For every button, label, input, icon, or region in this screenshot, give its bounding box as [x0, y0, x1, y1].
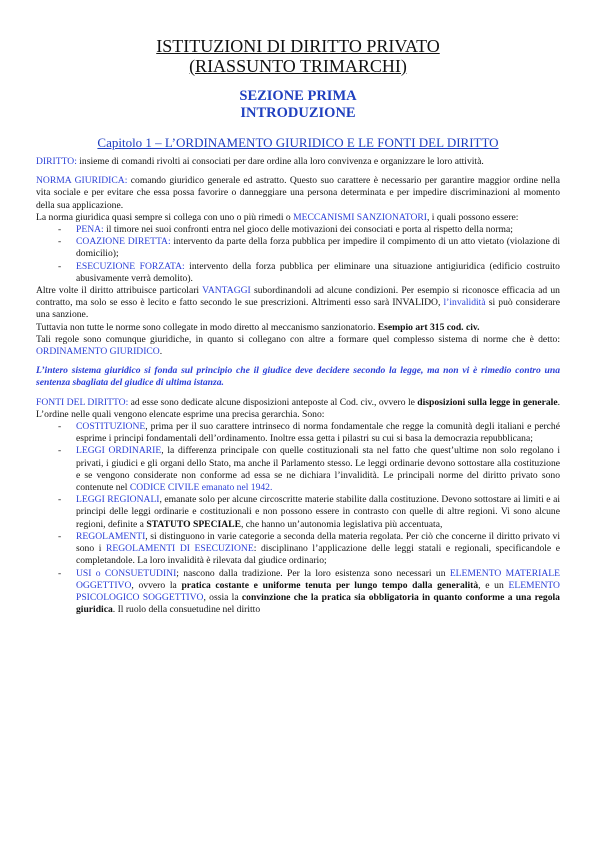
bold-text: pratica costante e uniforme tenuta per lungo tempo dalla generalità	[181, 579, 479, 591]
term: CODICE CIVILE	[129, 482, 200, 494]
text: , emanate solo per alcune circoscritte materie stabilite dalla costituzione. Devono sottostare ai limiti e ai principi delle leggi ordinarie e costituzionali e non possono essere in contrasto con quelle di altre regioni. Vi sono alcune regioni, definite a	[76, 494, 560, 530]
term: USI o CONSUETUDINI	[76, 567, 177, 579]
paragraph-meccanismi	[36, 212, 560, 224]
text: Altre volte il diritto attribuisce particolari	[36, 285, 203, 297]
paragraph-diritto	[36, 156, 560, 168]
term-meccanismi: MECCANISMI SANZIONATORI	[293, 211, 427, 223]
list-item	[36, 236, 560, 260]
text: La norma giuridica quasi sempre si collega con uno o più rimedi o	[36, 211, 294, 223]
text: intervento da parte della forza pubblica per impedire il compimento di un atto vietato (violazione di domicilio);	[76, 236, 560, 260]
title-line-1: ISTITUZIONI DI DIRITTO PRIVATO	[156, 36, 440, 56]
text: il timore nei suoi confronti entra nel gioco delle motivazioni dei consociati e porta al rispetto della norma;	[103, 224, 513, 236]
chapter-heading: Capitolo 1 – L’ORDINAMENTO GIURIDICO E LE FONTI DEL DIRITTO	[97, 135, 499, 150]
term: COAZIONE DIRETTA:	[76, 236, 171, 248]
text: , i quali possono essere:	[427, 211, 519, 223]
section-heading-2: INTRODUZIONE	[240, 105, 356, 121]
text: Tuttavia non tutte le norme sono collegate in modo diretto al meccanismo sanzionatorio.	[36, 321, 378, 333]
list-item	[36, 494, 560, 531]
list-item	[36, 445, 560, 494]
text: , ossia la	[203, 591, 242, 603]
text: , e un	[478, 579, 509, 591]
sources-list	[36, 421, 560, 616]
document-page	[36, 36, 560, 836]
text: comando giuridico generale ed astratto. Questo suo carattere è necessario per garantire maggior ordine nella vita sociale e per evitare che essa possa favorire o danneggiare una persona determinata e per impedire discriminazioni al momento della sua applicazione.	[36, 175, 560, 211]
list-item	[36, 568, 560, 617]
term: PENA:	[76, 224, 104, 236]
text: . Il ruolo della consuetudine nel diritto	[112, 604, 261, 616]
bold-text: disposizioni sulla legge in generale	[417, 396, 558, 408]
text: ; nascono dalla tradizione. Per la loro esistenza sono necessari un	[176, 567, 450, 579]
term: ELEMENTO PSICOLOGICO SOGGETTIVO	[76, 579, 560, 603]
text: , si distinguono in varie categorie a seconda della materia regolata. Per ciò che concerne il diritto privato vi sono i	[76, 530, 560, 555]
term: ELEMENTO MATERIALE OGGETTIVO	[76, 567, 560, 591]
text: : disciplinano l’applicazione delle leggi statali e regionali, specificandole e completandole. La loro invalidità è rilevata dal giudice ordinario;	[76, 543, 560, 567]
term-vantaggi: VANTAGGI	[202, 285, 251, 297]
text: insieme di comandi rivolti ai consociati per dare ordine alla loro convivenza e organizzare le loro attività.	[76, 156, 484, 167]
text: intervento della forza pubblica per eliminare una situazione antigiuridica (edificio costruito abusivamente verrà demolito).	[76, 260, 560, 284]
paragraph-fonti	[36, 397, 560, 421]
term: REGOLAMENTI	[76, 530, 146, 542]
term: LEGGI REGIONALI	[76, 494, 160, 506]
text: Tali regole sono comunque giuridiche, in quanto si collegano con altre a formare quel complesso sistema di norme che è detto:	[36, 333, 560, 345]
term: REGOLAMENTI DI ESECUZIONE	[105, 543, 254, 555]
title-line-2: (RIASSUNTO TRIMARCHI)	[189, 56, 407, 76]
text: . L’ordine nelle quali vengono elencate esprime una precisa gerarchia. Sono:	[36, 396, 560, 420]
highlight-principle: L’intero sistema giuridico si fonda sul principio che il giudice deve decidere secondo la legge, ma non vi è rimedio contro una sentenza sbagliata del giudice di ultima istanza.	[36, 365, 560, 389]
list-item	[36, 261, 560, 285]
term-diritto: DIRITTO:	[36, 156, 77, 167]
text: ad esse sono dedicate alcune disposizioni anteposte al Cod. civ., ovvero le	[128, 396, 418, 408]
paragraph-ordinamento	[36, 334, 560, 358]
bold-text: STATUTO SPECIALE	[146, 518, 241, 530]
text: , che hanno un’autonomia legislativa più accentuata,	[240, 518, 443, 530]
text: subordinandoli ad alcune condizioni. Per esempio si riconosce efficacia ad un contratto, ma solo se esso è lecito e fatto secondo le sue prescrizioni. Altrimenti esso sarà INVALIDO,	[36, 285, 560, 309]
text: .	[159, 346, 163, 358]
term: LEGGI ORDINARIE	[76, 445, 162, 457]
list-item	[36, 224, 560, 236]
sanctions-list	[36, 224, 560, 285]
text: emanato nel 1942.	[199, 482, 273, 494]
paragraph-tuttavia	[36, 322, 560, 334]
list-item	[36, 421, 560, 445]
text: , prima per il suo carattere intrinseco di norma fondamentale che regge la comunità degli italiani e perché esprime i principi fondamentali dell’ordinamento. Inoltre essa getta i pilastri su cui si basa la democrazia repubblicana;	[76, 421, 560, 445]
term-ordinamento: ORDINAMENTO GIURIDICO	[36, 346, 160, 358]
term-invalidita: l’invalidità	[443, 297, 486, 309]
term-fonti: FONTI DEL DIRITTO:	[36, 396, 129, 408]
term: COSTITUZIONE	[76, 421, 146, 433]
list-item	[36, 531, 560, 568]
paragraph-vantaggi	[36, 285, 560, 322]
text: si può considerare una sanzione.	[36, 297, 560, 321]
bold-text: Esempio art 315 cod. civ.	[377, 321, 480, 333]
term-norma: NORMA GIURIDICA:	[36, 175, 128, 187]
paragraph-norma	[36, 175, 560, 212]
section-heading-1: SEZIONE PRIMA	[239, 88, 357, 104]
text: , ovvero la	[131, 579, 182, 591]
text: , la differenza principale con quelle costituzionali sta nel fatto che quest’ultime non solo regolano i privati, i giudici e gli organi dello Stato, ma anche il Parlamento stesso. Le leggi ordinarie devono sottostare alla costituzione e se vengono considerate non conforme ad essa se ne dichiara l’invalidità. Le principali norme del diritto privato sono contenute nel	[76, 445, 560, 494]
term: ESECUZIONE FORZATA:	[76, 260, 185, 272]
bold-text: convinzione che la pratica sia obbligatoria in quanto conforme a una regola giuridica	[76, 591, 560, 616]
